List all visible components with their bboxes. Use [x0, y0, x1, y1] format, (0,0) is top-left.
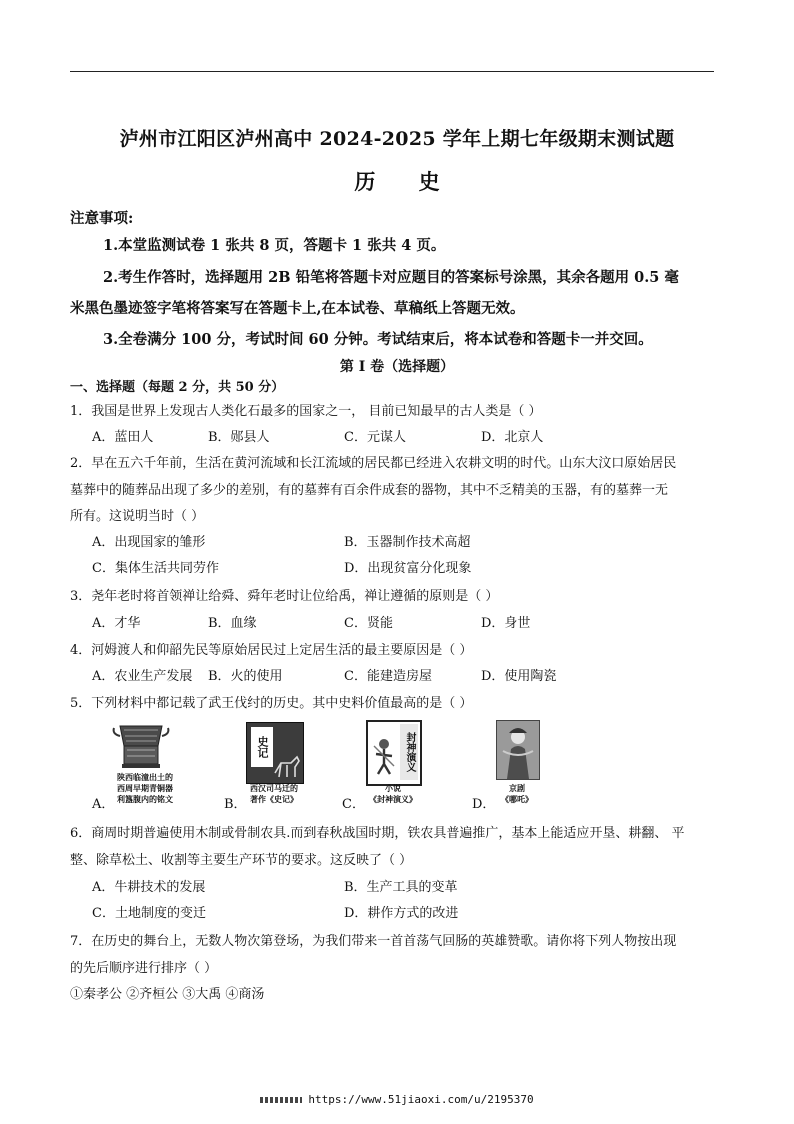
question-7-stem-line2: 的先后顺序进行排序（ ） [70, 961, 218, 976]
warrior-figure-icon [370, 736, 398, 776]
caption-b-line2: 著作《史记》 [250, 794, 298, 804]
q5-option-c: C． [342, 797, 365, 812]
q1-option-c: C．元谋人 [344, 430, 406, 445]
caption-c-line1: 小说 [385, 783, 401, 793]
caption-b-line1: 西汉司马迁的 [250, 783, 298, 793]
subject-title: 历 史 [354, 169, 458, 194]
q5-option-d: D． [472, 797, 496, 812]
fengshen-book-image [366, 720, 422, 786]
section-title: 第 I 卷（选择题） [339, 359, 455, 375]
question-5-stem: 5．下列材料中都记载了武王伐纣的历史。其中史料价值最高的是（ ） [70, 696, 473, 711]
question-2-stem-line2: 墓葬中的随葬品出现了多少的差别，有的墓葬有百余件成套的器物，其中不乏精美的玉器，有的墓葬一无 [70, 483, 669, 498]
q4-option-d: D．使用陶瓷 [481, 669, 557, 684]
peking-opera-photo [496, 720, 540, 780]
q2-option-a: A．出现国家的雏形 [92, 535, 206, 550]
caption-c-line2: 《封神演义》 [369, 794, 417, 804]
q3-option-c: C．贤能 [344, 616, 393, 631]
q1-option-b: B．郧县人 [208, 430, 270, 445]
top-rule [70, 71, 714, 72]
caption-d-line2: 《哪吒》 [501, 794, 533, 804]
q6-option-c: C．土地制度的变迁 [92, 906, 206, 921]
shiji-book-image [246, 722, 304, 784]
horse-figure-icon [273, 753, 301, 779]
footer-url-text: https://www.51jiaoxi.com/u/2195370 [308, 1093, 534, 1106]
note-2-cont: 米黑色墨迹签字笔将答案写在答题卡上,在本试卷、草稿纸上答题无效。 [70, 300, 525, 317]
q4-option-b: B．火的使用 [208, 669, 283, 684]
footer-logo-icon [260, 1097, 302, 1103]
question-7-items: ①秦孝公 ②齐桓公 ③大禹 ④商汤 [70, 987, 265, 1002]
q2-option-b: B．玉器制作技术高超 [344, 535, 471, 550]
q6-option-b: B．生产工具的变革 [344, 880, 458, 895]
caption-a-line3: 利簋腹内的铭文 [117, 794, 173, 804]
footer-url[interactable] [0, 1093, 794, 1106]
question-2-stem-line1: 2．早在五六千年前，生活在黄河流域和长江流域的居民都已经进入农耕文明的时代。山东大汶口原始居民 [70, 456, 677, 471]
question-4-stem: 4．河姆渡人和仰韶先民等原始居民过上定居生活的最主要原因是（ ） [70, 643, 473, 658]
note-1: 1.本堂监测试卷 1 张共 8 页，答题卡 1 张共 4 页。 [103, 237, 446, 254]
q3-option-b: B．血缘 [208, 616, 257, 631]
q2-option-c: C．集体生活共同劳作 [92, 561, 219, 576]
caption-a [105, 772, 185, 805]
notes-heading: 注意事项: [70, 210, 134, 227]
exam-title: 泸州市江阳区泸州高中 2024-2025 学年上期七年级期末测试题 [119, 128, 675, 150]
q2-option-d: D．出现贫富分化现象 [344, 561, 472, 576]
note-3: 3.全卷满分 100 分，考试时间 60 分钟。考试结束后，将本试卷和答题卡一并交回。 [103, 331, 653, 348]
opera-performer-icon [497, 721, 539, 779]
question-6-stem-line1: 6．商周时期普遍使用木制或骨制农具.而到春秋战国时期，铁农具普遍推广，基本上能适应开垦、耕翻、 平 [70, 826, 685, 841]
caption-c [356, 783, 430, 805]
q4-option-c: C．能建造房屋 [344, 669, 432, 684]
q3-option-d: D．身世 [481, 616, 531, 631]
caption-d-line1: 京剧 [509, 783, 525, 793]
q6-option-d: D．耕作方式的改进 [344, 906, 459, 921]
q3-option-a: A．才华 [92, 616, 141, 631]
question-1-stem: 1．我国是世界上发现古人类化石最多的国家之一， 目前已知最早的古人类是（ ） [70, 404, 542, 419]
caption-a-line1: 陕西临潼出土的 [117, 772, 173, 782]
q5-option-a: A． [92, 797, 115, 812]
note-2: 2.考生作答时，选择题用 2B 铅笔将答题卡对应题目的答案标号涂黑，其余各题用 0.5 毫 [103, 269, 679, 286]
shiji-book-title: 史记 [251, 727, 273, 767]
bronze-vessel-image [112, 720, 170, 770]
caption-a-line2: 西周早期青铜器 [117, 783, 173, 793]
q6-option-a: A．牛耕技术的发展 [92, 880, 206, 895]
q1-option-d: D．北京人 [481, 430, 544, 445]
fengshen-book-title: 封神演义 [400, 724, 418, 780]
question-7-stem-line1: 7．在历史的舞台上，无数人物次第登场，为我们带来一首首荡气回肠的英雄赞歌。请你将下列人物按出现 [70, 934, 677, 949]
question-6-stem-line2: 整、除草松土、收割等主要生产环节的要求。这反映了（ ） [70, 853, 413, 868]
q4-option-a: A．农业生产发展 [92, 669, 193, 684]
part-title: 一、选择题（每题 2 分，共 50 分） [70, 380, 285, 395]
q1-option-a: A．蓝田人 [92, 430, 154, 445]
question-2-stem-line3: 所有。这说明当时（ ） [70, 509, 205, 524]
question-3-stem: 3．尧年老时将首领禅让给舜、舜年老时让位给禹，禅让遵循的原则是（ ） [70, 589, 499, 604]
q5-option-b: B． [224, 797, 247, 812]
